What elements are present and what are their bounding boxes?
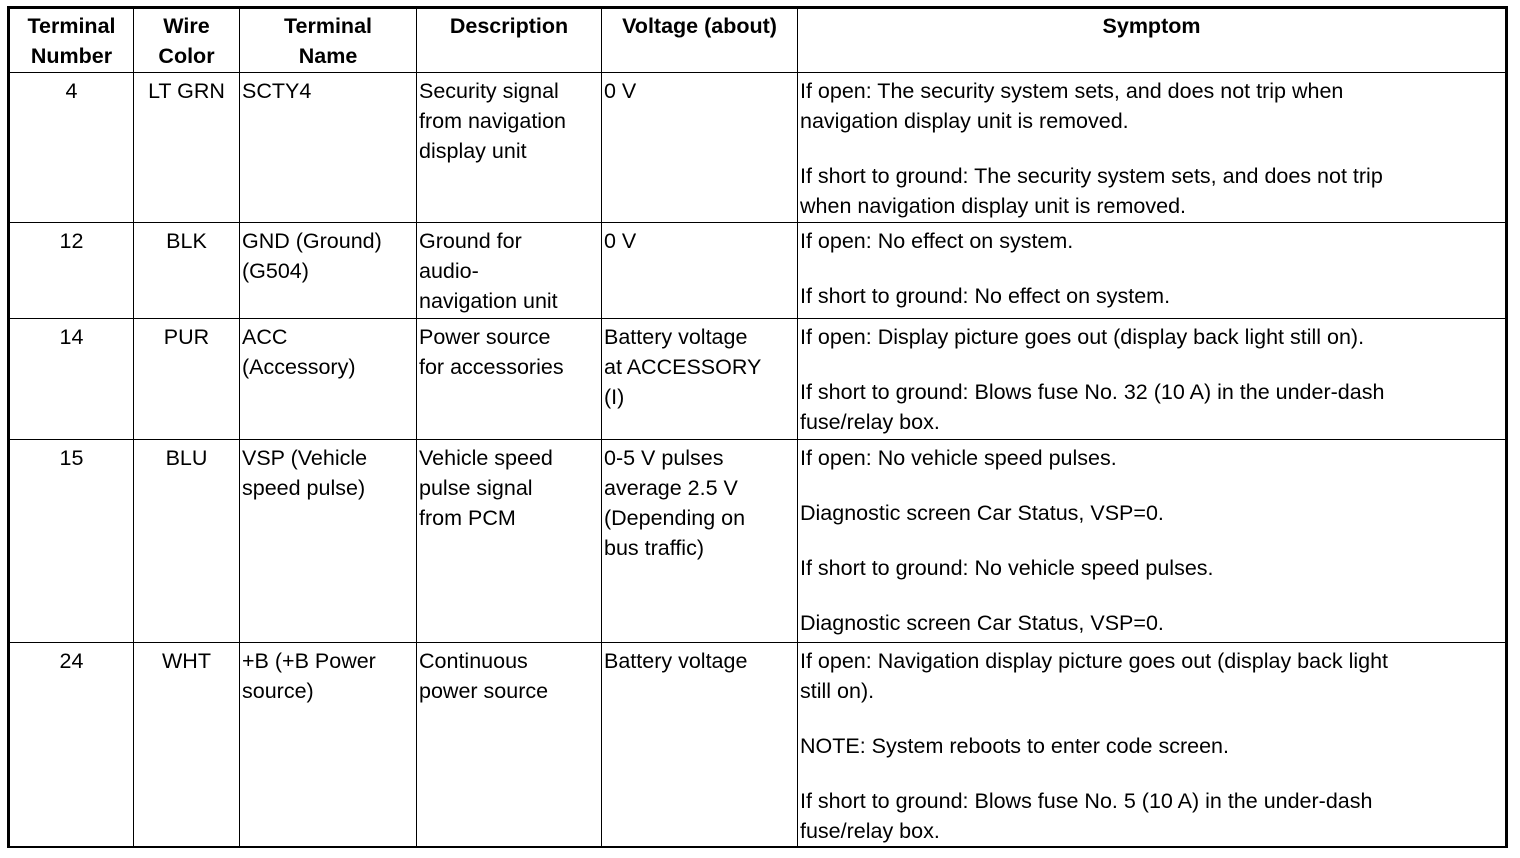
table-row [9,73,1507,223]
terminal-table [7,6,1508,848]
wire-color-cell: PUR [134,319,240,440]
table-row [9,440,1507,643]
header-voltage: Voltage (about) [602,8,798,73]
voltage-cell: 0 V [602,223,798,319]
description-cell: Power source for accessories [417,319,602,440]
symptom-text: If short to ground: Blows fuse No. 5 (10 A) in the under-dash fuse/relay box. [800,789,1373,843]
terminal-name-cell: +B (+B Power source) [240,643,417,848]
symptom-text: If open: No vehicle speed pulses. [800,446,1117,470]
symptom-text: If open: No effect on system. [800,229,1074,253]
terminal-name-cell: ACC (Accessory) [240,319,417,440]
voltage-cell: Battery voltage at ACCESSORY (I) [602,319,798,440]
header-terminal-name: Terminal Name [240,8,417,73]
terminal-name-cell: SCTY4 [240,73,417,223]
table-row [9,319,1507,440]
header-terminal-number: Terminal Number [9,8,134,73]
wire-color-cell: LT GRN [134,73,240,223]
description-cell: Security signal from navigation display unit [417,73,602,223]
wire-color-cell: BLK [134,223,240,319]
symptom-text: If open: Navigation display picture goes out (display back light still on). [800,649,1389,703]
header-description: Description [417,8,602,73]
symptom-cell [798,223,1507,319]
symptom-cell [798,643,1507,848]
symptom-text: If short to ground: No vehicle speed pulses. [800,556,1214,580]
header-wire-color: Wire Color [134,8,240,73]
wire-color-cell: WHT [134,643,240,848]
description-cell: Vehicle speed pulse signal from PCM [417,440,602,643]
table-row [9,223,1507,319]
terminal-name-cell: VSP (Vehicle speed pulse) [240,440,417,643]
header-row [9,8,1507,73]
voltage-cell: 0 V [602,73,798,223]
symptom-cell [798,440,1507,643]
terminal-number-cell: 24 [9,643,134,848]
symptom-text: If short to ground: No effect on system. [800,284,1171,308]
symptom-text: If open: Display picture goes out (display back light still on). [800,325,1365,349]
terminal-name-cell: GND (Ground) (G504) [240,223,417,319]
terminal-number-cell: 12 [9,223,134,319]
symptom-text: Diagnostic screen Car Status, VSP=0. [800,501,1164,525]
description-cell: Continuous power source [417,643,602,848]
voltage-cell: Battery voltage [602,643,798,848]
symptom-text: Diagnostic screen Car Status, VSP=0. [800,611,1164,635]
symptom-text: If short to ground: Blows fuse No. 32 (10 A) in the under-dash fuse/relay box. [800,380,1385,434]
symptom-text: If open: The security system sets, and does not trip when navigation display unit is removed. [800,79,1344,133]
header-symptom: Symptom [798,8,1507,73]
terminal-number-cell: 14 [9,319,134,440]
symptom-cell [798,319,1507,440]
table-row [9,643,1507,848]
terminal-number-cell: 15 [9,440,134,643]
terminal-number-cell: 4 [9,73,134,223]
symptom-text: If short to ground: The security system sets, and does not trip when navigation display unit is removed. [800,164,1383,218]
symptom-text: NOTE: System reboots to enter code screen. [800,734,1229,758]
symptom-cell [798,73,1507,223]
wire-color-cell: BLU [134,440,240,643]
description-cell: Ground for audio- navigation unit [417,223,602,319]
voltage-cell: 0-5 V pulses average 2.5 V (Depending on bus traffic) [602,440,798,643]
